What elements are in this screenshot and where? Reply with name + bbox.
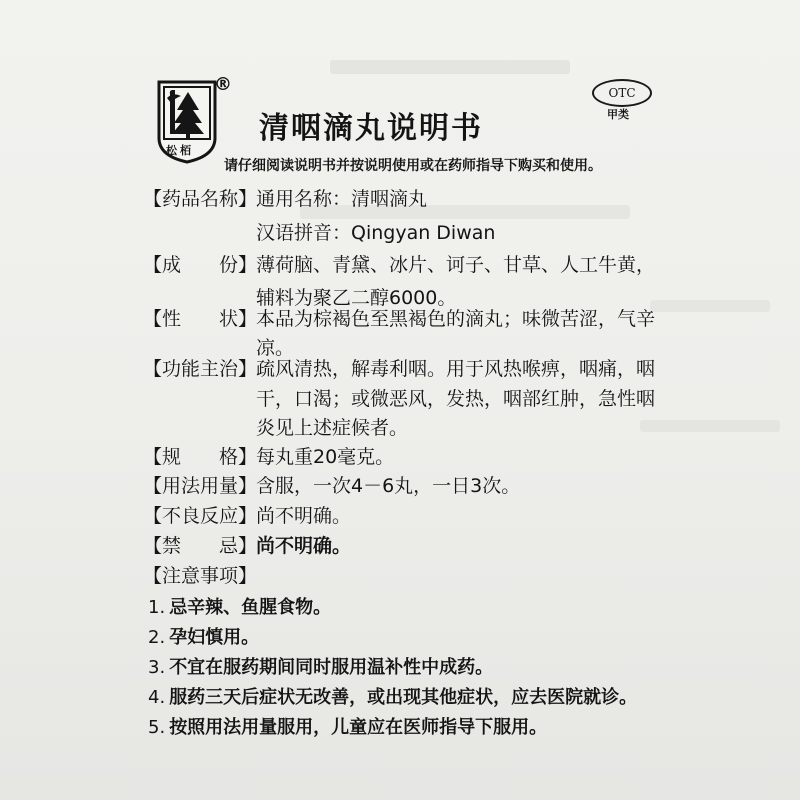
precaution-item: [148, 593, 331, 619]
field-contraindications: [143, 531, 703, 563]
precaution-text: 孕妇慎用。: [169, 627, 260, 648]
field-label: 【性 状】: [143, 308, 258, 330]
field-value-line: 汉语拼音：Qingyan Diwan: [256, 222, 496, 244]
otc-badge: OTC: [592, 79, 652, 107]
precaution-number: 3.: [148, 657, 166, 678]
usage-warning: 请仔细阅读说明书并按说明使用或在药师指导下购买和使用。: [224, 158, 602, 174]
field-indications: [143, 354, 703, 386]
field-label: 【药品名称】: [143, 188, 258, 210]
field-label: 【成 份】: [143, 254, 258, 276]
field-label: 【禁 忌】: [143, 535, 258, 557]
precaution-item: [148, 653, 493, 679]
field-value-line: 本品为棕褐色至黑褐色的滴丸；味微苦涩，气辛: [256, 308, 656, 330]
precaution-item: [148, 713, 547, 739]
field-specification: [143, 442, 703, 474]
brand-logo: [155, 76, 219, 164]
precaution-text: 按照用法用量服用，儿童应在医师指导下服用。: [169, 717, 548, 738]
field-value-line: 含服，一次4－6丸，一日3次。: [256, 475, 521, 497]
brand-name: 松栢: [166, 144, 194, 157]
precaution-item: [148, 683, 637, 709]
precaution-text: 不宜在服药期间同时服用温补性中成药。: [169, 657, 494, 678]
field-value-line: 薄荷脑、青黛、冰片、诃子、甘草、人工牛黄，: [256, 254, 656, 276]
precautions-heading: 【注意事项】: [143, 565, 258, 587]
field-indications-cont: [143, 384, 703, 416]
field-value-line: 疏风清热，解毒利咽。用于风热喉痹，咽痛，咽: [256, 358, 656, 380]
field-appearance: [143, 304, 703, 336]
field-label: 【不良反应】: [143, 505, 258, 527]
precaution-number: 5.: [148, 717, 166, 738]
registered-trademark-mark: ®: [214, 74, 232, 95]
precaution-text: 服药三天后症状无改善，或出现其他症状，应去医院就诊。: [169, 687, 638, 708]
field-value-line: 干，口渴；或微恶风，发热，咽部红肿，急性咽: [256, 388, 656, 410]
field-value-line: 通用名称：清咽滴丸: [256, 188, 428, 210]
field-indications-cont: [143, 413, 703, 445]
show-through-shadow: [330, 60, 570, 74]
field-label: 【功能主治】: [143, 358, 258, 380]
field-value-line: 炎见上述症候者。: [256, 417, 409, 439]
otc-class-label: 甲类: [607, 108, 629, 121]
precaution-number: 4.: [148, 687, 166, 708]
document-title: 清咽滴丸说明书: [259, 111, 483, 146]
precaution-text: 忌辛辣、鱼腥食物。: [169, 597, 332, 618]
precaution-number: 2.: [148, 627, 166, 648]
precaution-item: [148, 623, 259, 649]
field-label: 【规 格】: [143, 446, 258, 468]
field-value-line: 辅料为聚乙二醇6000。: [256, 287, 457, 309]
field-dosage: [143, 471, 703, 503]
field-ingredients: [143, 250, 703, 282]
precaution-number: 1.: [148, 597, 166, 618]
field-label: 【用法用量】: [143, 475, 258, 497]
field-value-line: 每丸重20毫克。: [256, 446, 395, 468]
field-drug-name: [143, 184, 703, 216]
field-value-line: 尚不明确。: [256, 535, 352, 557]
field-value-line: 尚不明确。: [256, 505, 352, 527]
precautions-heading-row: [143, 561, 703, 593]
field-drug-name-pinyin: [143, 218, 703, 250]
field-value-line: 凉。: [256, 337, 295, 359]
field-adverse-reactions: [143, 501, 703, 533]
